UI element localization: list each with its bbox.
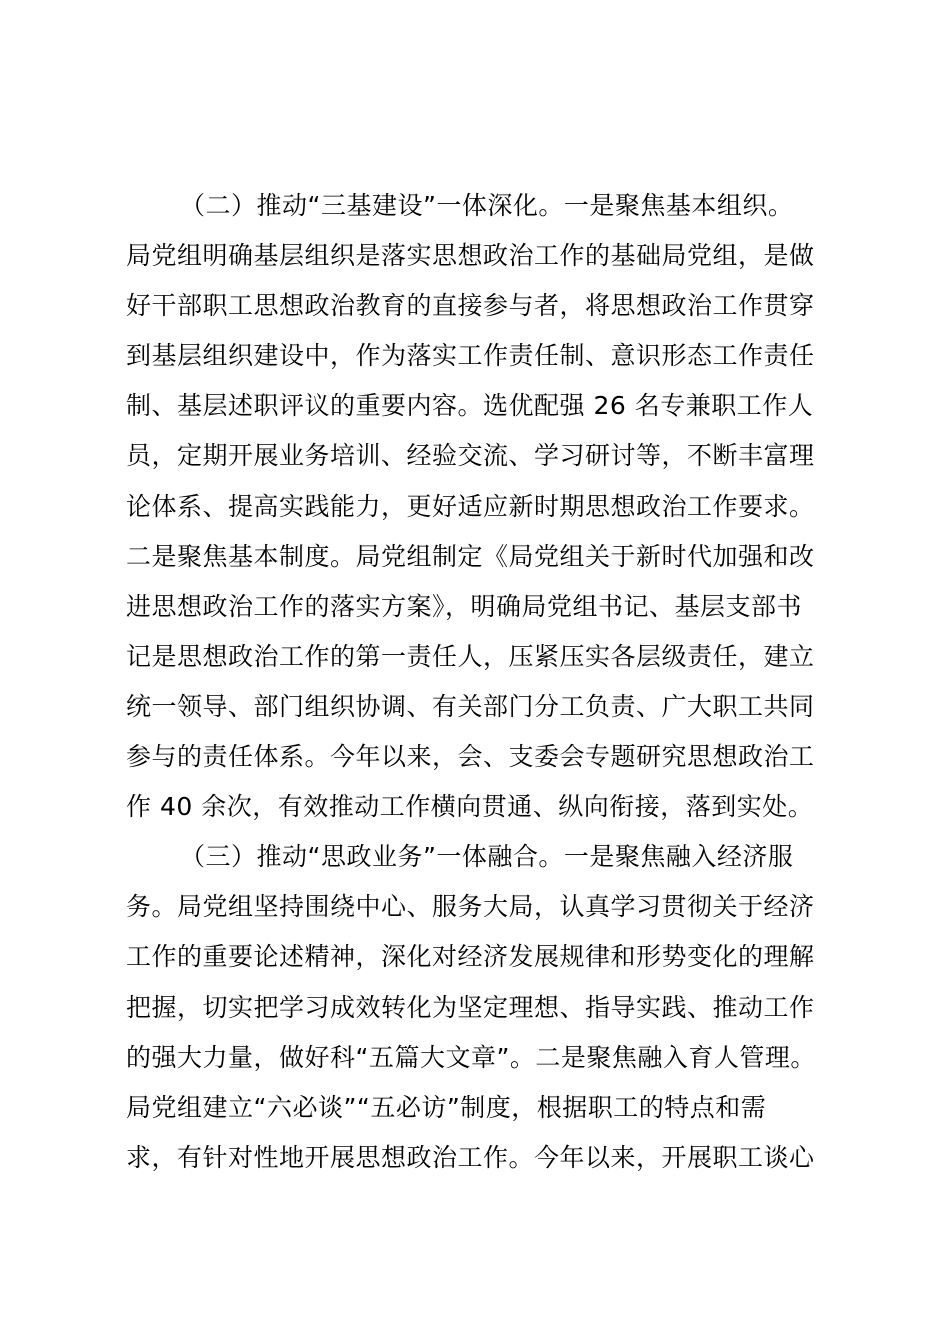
paragraph-line: 工作的重要论述精神，深化对经济发展规律和形势变化的理解 — [126, 942, 815, 972]
paragraph-line: 统一领导、部门组织协调、有关部门分工负责、广大职工共同 — [126, 691, 815, 721]
paragraph-line: 制、基层述职评议的重要内容。选优配强 26 名专兼职工作人 — [126, 391, 814, 421]
paragraph-line: 到基层组织建设中，作为落实工作责任制、意识形态工作责任 — [126, 341, 815, 371]
paragraph-line: 进思想政治工作的落实方案》，明确局党组书记、基层支部书 — [126, 591, 803, 621]
paragraph-line: 作 40 余次，有效推动工作横向贯通、纵向衔接，落到实处。 — [126, 792, 814, 822]
paragraph-line: 好干部职工思想政治教育的直接参与者，将思想政治工作贯穿 — [126, 291, 815, 321]
paragraph-line: 论体系、提高实践能力，更好适应新时期思想政治工作要求。 — [126, 491, 815, 521]
paragraph-line: 员，定期开展业务培训、经验交流、学习研讨等，不断丰富理 — [126, 441, 815, 471]
paragraph-line: 局党组建立“六必谈”“五必访”制度，根据职工的特点和需 — [126, 1092, 767, 1122]
paragraph-line: 的强大力量，做好科“五篇大文章”。二是聚焦融入育人管理。 — [126, 1042, 816, 1072]
paragraph-line: 二是聚焦基本制度。局党组制定《局党组关于新时代加强和改 — [126, 541, 815, 571]
paragraph-line: 把握，切实把学习成效转化为坚定理想、指导实践、推动工作 — [126, 992, 815, 1022]
paragraph-line: 局党组明确基层组织是落实思想政治工作的基础局党组，是做 — [126, 241, 815, 271]
paragraph-line: 参与的责任体系。今年以来，会、支委会专题研究思想政治工 — [126, 742, 815, 772]
paragraph-line: 记是思想政治工作的第一责任人，压紧压实各层级责任，建立 — [126, 641, 815, 671]
paragraph-line: 务。局党组坚持围绕中心、服务大局，认真学习贯彻关于经济 — [126, 892, 815, 922]
paragraph-line: 求，有针对性地开展思想政治工作。今年以来，开展职工谈心 — [126, 1142, 815, 1172]
paragraph-line: （二）推动“三基建设”一体深化。一是聚焦基本组织。 — [180, 191, 794, 220]
body-text — [126, 181, 836, 1183]
paragraph-line: （三）推动“思政业务”一体融合。一是聚焦融入经济服 — [180, 842, 794, 872]
